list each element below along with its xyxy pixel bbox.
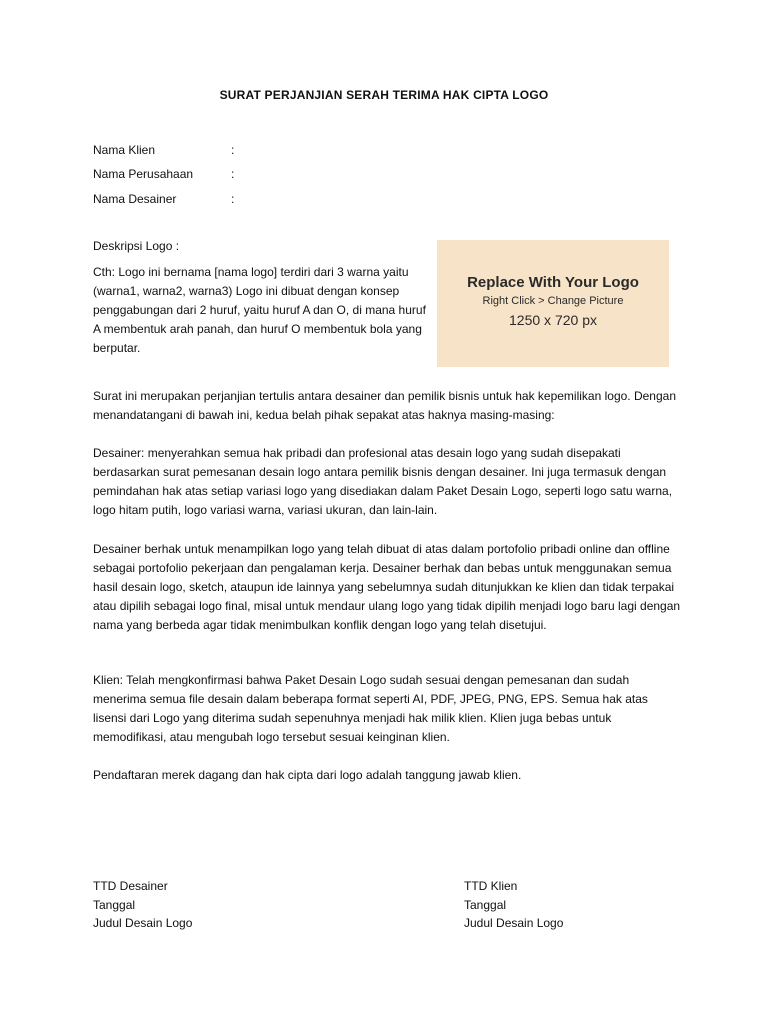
paragraph-klien: Klien: Telah mengkonfirmasi bahwa Paket Desain Logo sudah sesuai dengan pemesanan dan sudah menerima semua file desain dalam beberapa format seperti AI, PDF, JPEG, PNG, EPS. Semua hak atas lisensi dari Logo yang diterima sudah sepenuhnya menjadi hak milik klien. Klien juga bebas untuk memodifikasi, atau mengubah logo tersebut sesuai keinginan klien.: [93, 673, 648, 744]
signature-designer-date: Tanggal: [93, 897, 136, 912]
field-colon: :: [231, 143, 235, 157]
signature-designer-title: Judul Desain Logo: [93, 916, 193, 930]
signature-client-date: Tanggal: [464, 897, 507, 912]
field-colon: :: [231, 192, 235, 206]
description-body: Cth: Logo ini bernama [nama logo] terdiri dari 3 warna yaitu (warna1, warna2, warna3) Logo ini dibuat dengan konsep penggabungan dari 2 huruf, yaitu huruf A dan O, di mana huruf A membentuk arah panah, dan huruf O membentuk bola yang berputar.: [93, 265, 426, 355]
signature-client-ttd: TTD Klien: [464, 879, 518, 893]
field-label: Nama Klien: [93, 143, 156, 157]
signature-client-title: Judul Desain Logo: [464, 916, 564, 930]
field-label: Nama Perusahaan: [93, 167, 194, 181]
field-nama-desainer: [93, 191, 234, 207]
field-nama-klien: [93, 142, 234, 158]
logo-placeholder[interactable]: [437, 240, 669, 367]
signature-block-designer: [93, 877, 192, 933]
paragraph-intro: Surat ini merupakan perjanjian tertulis antara desainer dan pemilik bisnis untuk hak kepemilikan logo. Dengan menandatangani di bawah ini, kedua belah pihak sepakat atas haknya masing-masing:: [93, 389, 677, 422]
logo-placeholder-instruction: Right Click > Change Picture: [482, 295, 624, 307]
description-heading: Deskripsi Logo :: [93, 239, 180, 253]
logo-placeholder-headline: Replace With Your Logo: [467, 274, 639, 291]
logo-placeholder-size: 1250 x 720 px: [509, 312, 597, 328]
signature-block-client: [464, 877, 563, 933]
field-colon: :: [231, 167, 235, 181]
field-label: Nama Desainer: [93, 192, 177, 206]
signature-designer-ttd: TTD Desainer: [93, 879, 168, 893]
paragraph-desainer: Desainer: menyerahkan semua hak pribadi dan profesional atas desain logo yang sudah disepakati berdasarkan surat pemesanan desain logo antara pemilik bisnis dengan desainer. Ini juga termasuk dengan pemindahan hak atas setiap variasi logo yang disediakan dalam Paket Desain Logo, seperti logo satu warna, logo hitam putih, logo variasi warna, variasi ukuran, dan lain-lain.: [93, 446, 673, 517]
field-nama-perusahaan: [93, 166, 234, 182]
paragraph-desainer-rights: Desainer berhak untuk menampilkan logo yang telah dibuat di atas dalam portofolio pribadi online dan offline sebagai portofolio pekerjaan dan pengalaman kerja. Desainer berhak dan bebas untuk menggunakan semua hasil desain logo, sketch, ataupun ide lainnya yang sebelumnya sudah ditunjukkan ke klien dan tidak terpakai atau dipilih sebagai logo final, misal untuk mendaur ulang logo yang tidak dipilih menjadi logo baru lagi dengan nama yang berbeda agar tidak menimbulkan konflik dengan logo yang telah disetujui.: [93, 542, 681, 632]
document-title: SURAT PERJANJIAN SERAH TERIMA HAK CIPTA LOGO: [219, 88, 549, 102]
paragraph-registration: Pendaftaran merek dagang dan hak cipta dari logo adalah tanggung jawab klien.: [93, 768, 522, 782]
